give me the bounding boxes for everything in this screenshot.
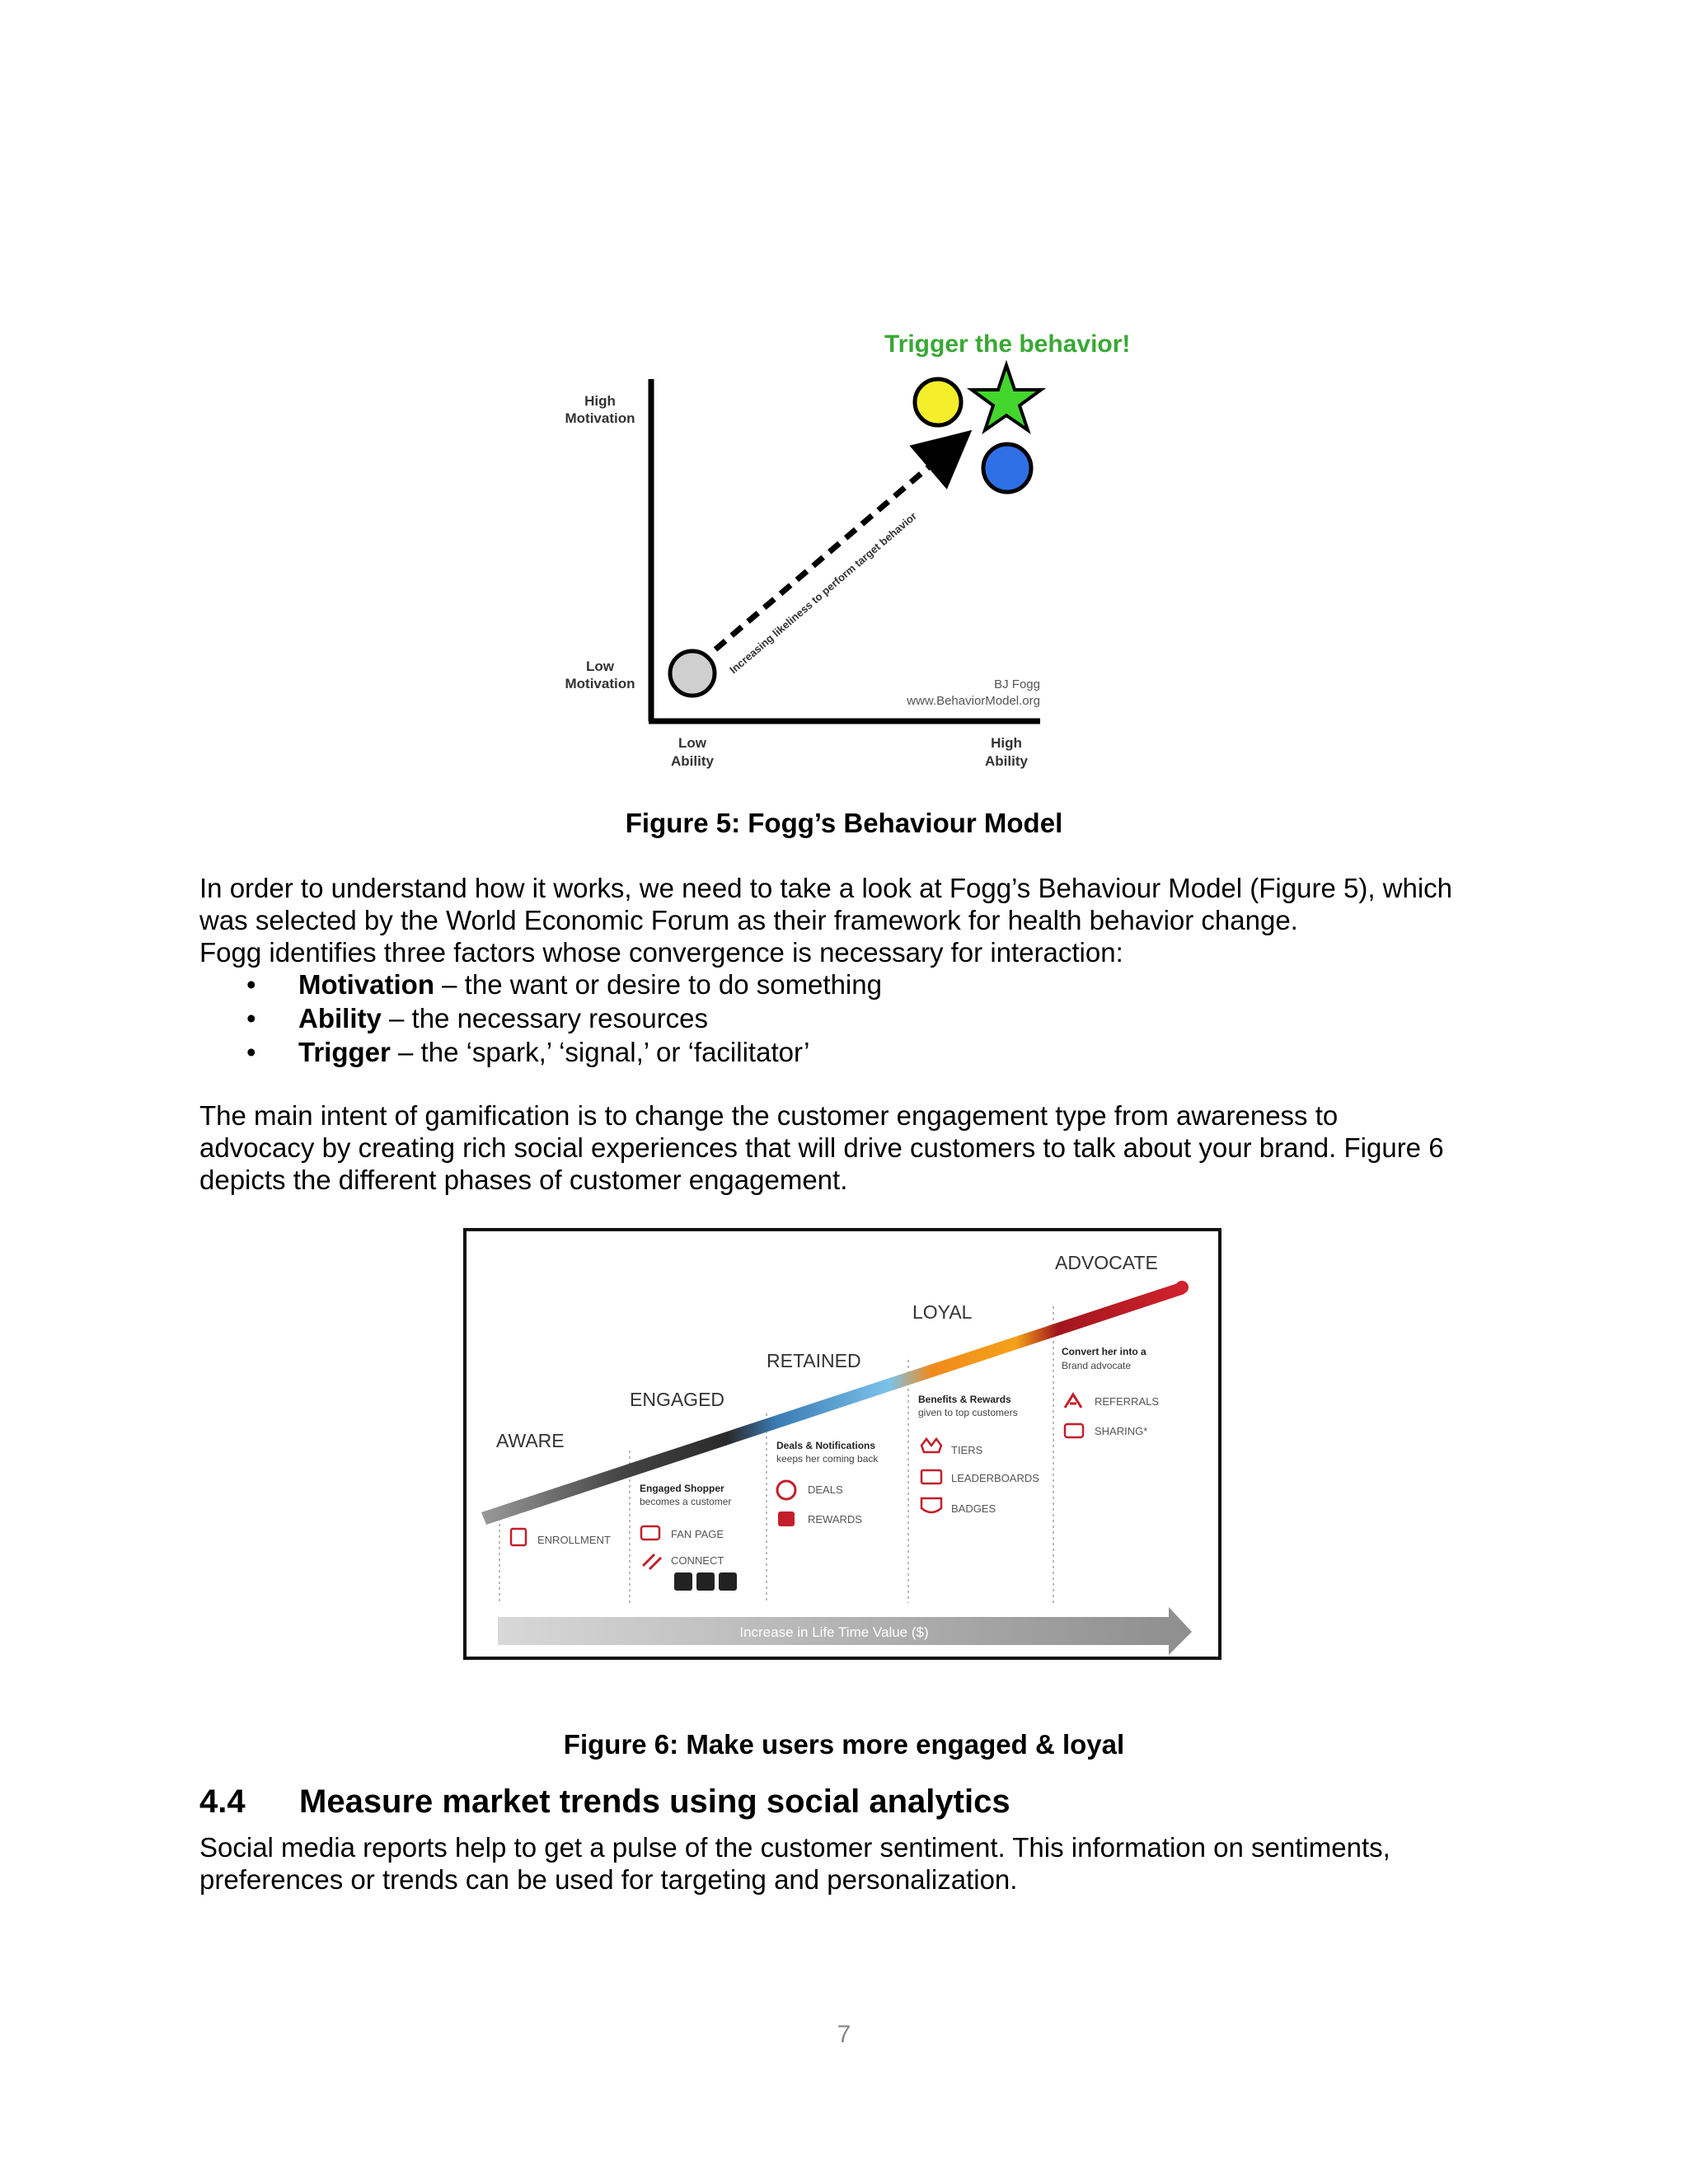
blue-circle: [983, 444, 1031, 492]
aware-item-enrollment: ENROLLMENT: [537, 1534, 611, 1546]
factor-desc: – the ‘spark,’ ‘signal,’ or ‘facilitator’: [390, 1037, 810, 1067]
page-number: 7: [837, 2021, 851, 2048]
retained-item-rewards: REWARDS: [808, 1513, 862, 1526]
list-item: [199, 1001, 1436, 1035]
arrow-label: Increasing likeliness to perform target behavior: [727, 509, 919, 677]
stage-engaged: ENGAGED: [630, 1389, 725, 1410]
star-icon: [972, 365, 1041, 430]
advocate-desc-1: Convert her into a: [1062, 1346, 1146, 1357]
credit-line2: www.BehaviorModel.org: [907, 694, 1040, 708]
x-high-line1: High: [991, 735, 1022, 751]
trend-arrow: [715, 445, 954, 649]
loyal-item-tiers: TIERS: [951, 1444, 983, 1456]
twitter-icon: [696, 1572, 715, 1591]
analytics-paragraph: [199, 1831, 1502, 1896]
section-number: 4.4: [199, 1783, 246, 1820]
loyal-desc-1: Benefits & Rewards: [918, 1394, 1011, 1405]
trigger-label: Trigger the behavior!: [884, 330, 1131, 358]
engaged-desc-1: Engaged Shopper: [640, 1483, 724, 1494]
section-title: Measure market trends using social analytics: [299, 1783, 1010, 1820]
advocate-desc-2: Brand advocate: [1062, 1360, 1132, 1371]
figure-6-caption: Figure 6: Make users more engaged & loyal: [563, 1729, 1125, 1760]
x-low-line1: Low: [678, 735, 706, 751]
stage-advocate: ADVOCATE: [1055, 1252, 1158, 1273]
stage-retained: RETAINED: [767, 1350, 861, 1371]
factor-list: [199, 968, 1436, 1069]
factor-term: Motivation: [298, 969, 434, 1000]
intro-line-3: Fogg identifies three factors whose convergence is necessary for interaction:: [199, 937, 1123, 968]
figure-6-engagement: [463, 1228, 1221, 1661]
retained-desc-2: keeps her coming back: [776, 1453, 879, 1465]
advocate-item-referrals: REFERRALS: [1095, 1395, 1160, 1408]
facebook-icon: [674, 1572, 692, 1591]
gamification-line-3: depicts the different phases of customer engagement.: [199, 1165, 848, 1195]
bullet-glyph: •: [246, 1003, 256, 1033]
bullet-glyph: •: [246, 1037, 256, 1067]
loyal-item-leaderboards: LEADERBOARDS: [951, 1472, 1039, 1484]
bullet-glyph: •: [246, 969, 256, 1000]
gamification-line-1: The main intent of gamification is to change the customer engagement type from awareness to: [199, 1100, 1339, 1131]
engaged-desc-2: becomes a customer: [640, 1496, 732, 1507]
advocate-item-sharing: SHARING*: [1095, 1425, 1148, 1437]
rewards-icon: [778, 1511, 795, 1526]
factor-desc: – the want or desire to do something: [434, 969, 882, 1000]
y-high-line1: High: [584, 393, 616, 409]
factor-term: Trigger: [298, 1037, 391, 1067]
list-item: [199, 968, 1436, 1001]
intro-line-2: was selected by the World Economic Forum as their framework for health behavior change.: [199, 905, 1298, 935]
retained-item-deals: DEALS: [808, 1483, 843, 1496]
band-cap: [1175, 1281, 1189, 1294]
intro-paragraph: [199, 872, 1502, 968]
engaged-item-fan-page: FAN PAGE: [671, 1528, 724, 1540]
y-low-line2: Motivation: [565, 676, 635, 691]
loyal-desc-2: given to top customers: [918, 1407, 1018, 1418]
checkin-icon: [719, 1572, 737, 1591]
retained-desc-1: Deals & Notifications: [776, 1440, 876, 1451]
factor-desc: – the necessary resources: [381, 1003, 709, 1033]
loyal-item-badges: BADGES: [951, 1502, 996, 1515]
gamification-line-2: advocacy by creating rich social experiences that will drive customers to talk about your brand. Figure 6: [199, 1132, 1444, 1163]
analytics-line-1: Social media reports help to get a pulse of the customer sentiment. This information on sentiments,: [199, 1832, 1390, 1863]
x-high-line2: Ability: [985, 753, 1028, 769]
stage-loyal: LOYAL: [912, 1301, 973, 1323]
engaged-item-connect: CONNECT: [671, 1554, 724, 1567]
section-heading: [199, 1783, 1010, 1821]
gamification-paragraph: [199, 1099, 1502, 1196]
low-circle: [670, 651, 715, 696]
figure-5-behaviour-model: [536, 313, 1154, 783]
credit-line1: BJ Fogg: [994, 677, 1040, 691]
factor-term: Ability: [298, 1003, 382, 1033]
intro-line-1: In order to understand how it works, we need to take a look at Fogg’s Behaviour Model (Figure 5), which: [199, 873, 1453, 903]
lifetime-value-label: Increase in Life Time Value ($): [739, 1624, 929, 1640]
figure-5-caption: Figure 5: Fogg’s Behaviour Model: [625, 808, 1063, 838]
yellow-circle: [915, 379, 961, 425]
x-low-line2: Ability: [671, 753, 714, 769]
stage-aware: AWARE: [496, 1430, 565, 1451]
y-high-line2: Motivation: [565, 410, 635, 426]
y-low-line1: Low: [586, 658, 614, 674]
analytics-line-2: preferences or trends can be used for targeting and personalization.: [199, 1864, 1018, 1895]
list-item: [199, 1035, 1436, 1069]
